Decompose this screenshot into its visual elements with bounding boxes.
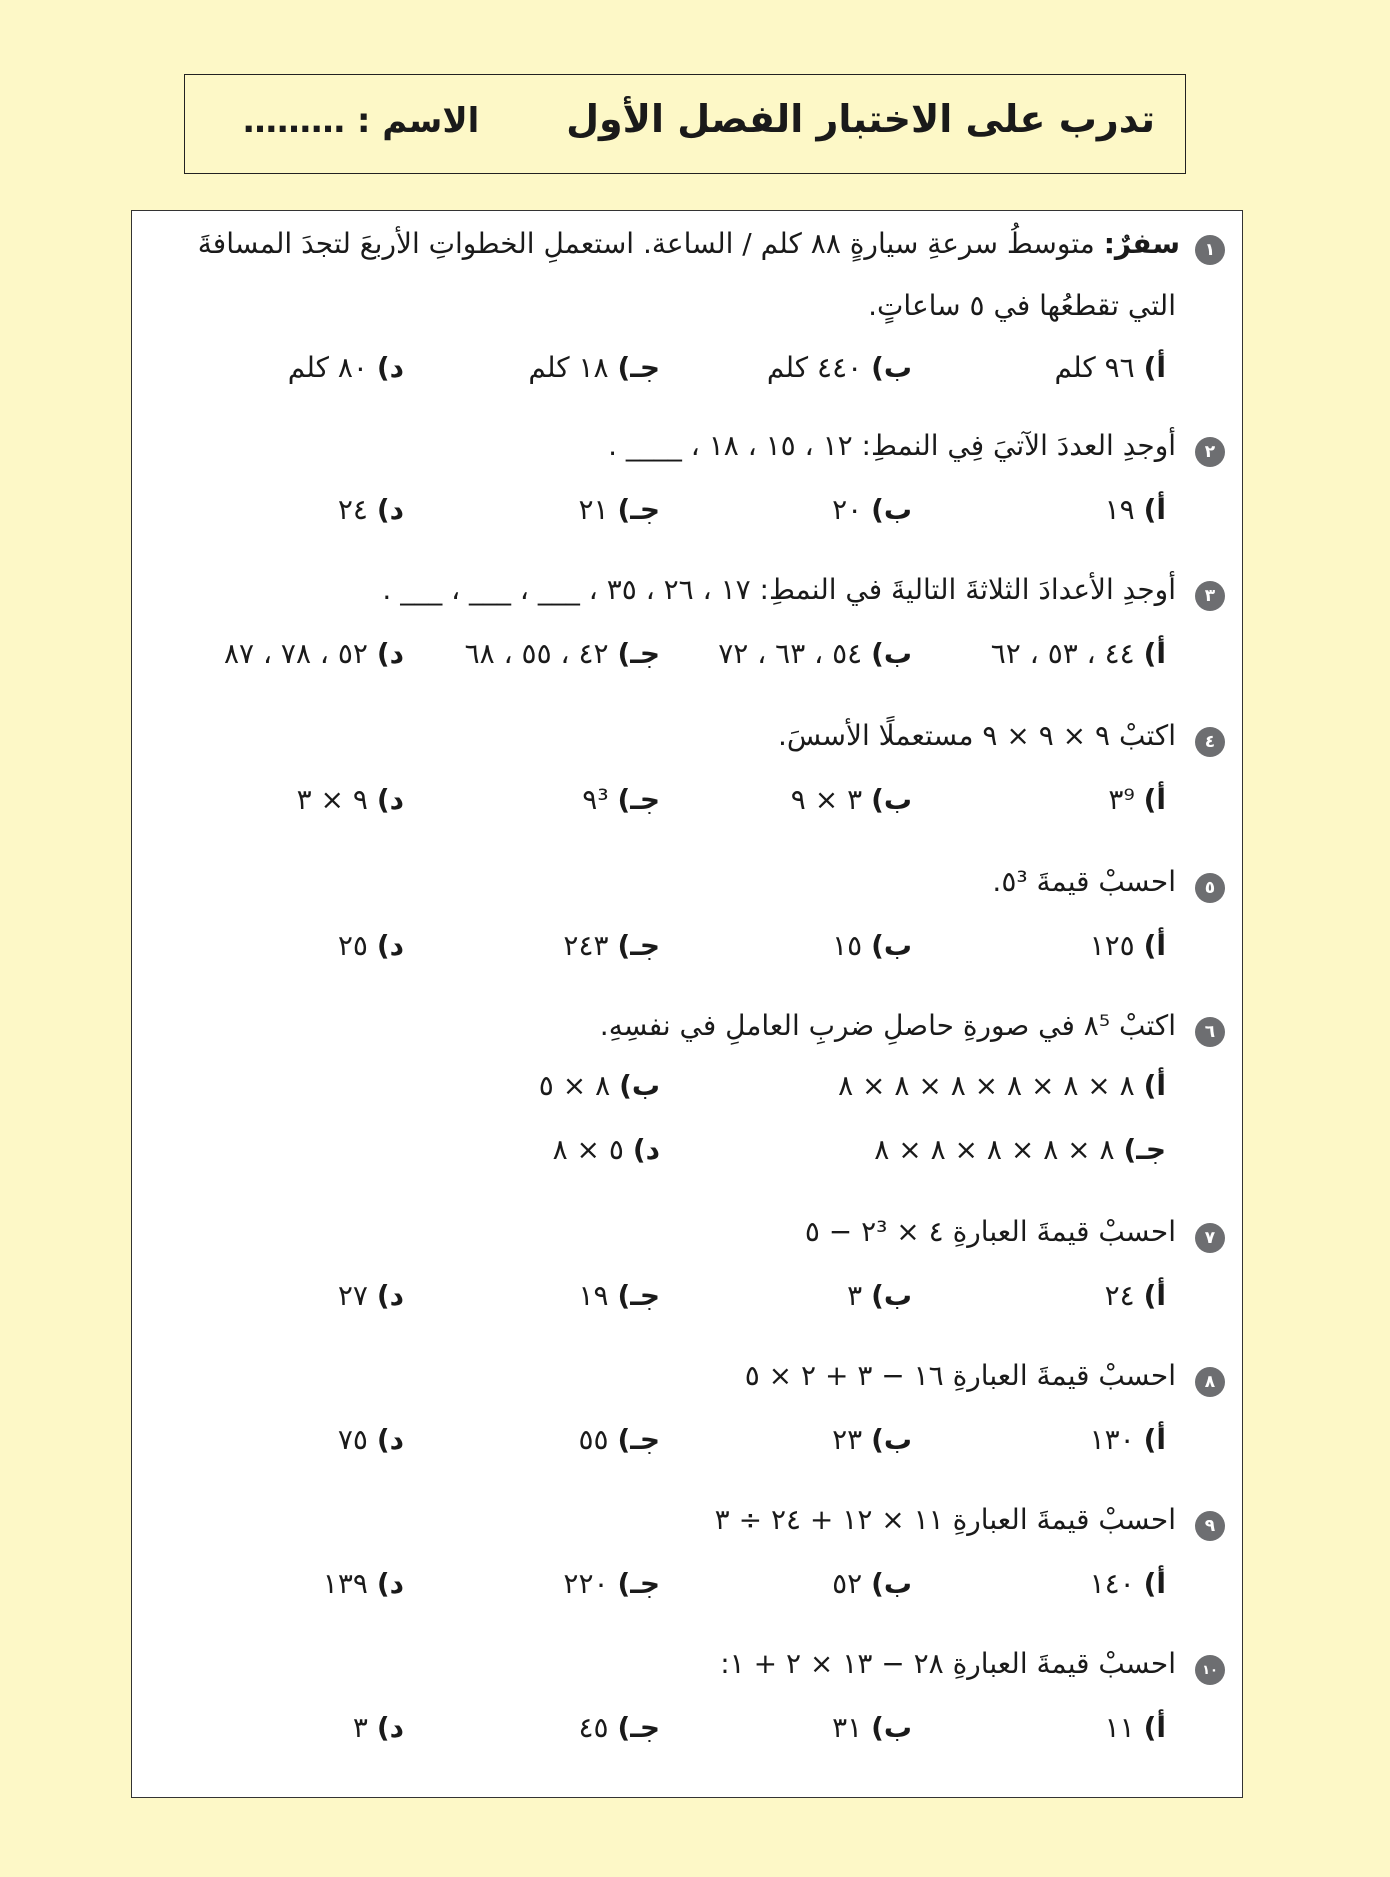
question-10-option-b[interactable]: ب) ٣١	[832, 1711, 912, 1744]
question-1-option-b[interactable]: ب) ٤٤٠ كلم	[766, 351, 912, 384]
question-6-option-c[interactable]: جـ) ٨ × ٨ × ٨ × ٨ × ٨	[874, 1133, 1166, 1166]
question-number-3: ٣	[1195, 581, 1225, 611]
question-6-option-d[interactable]: د) ٥ × ٨	[552, 1133, 660, 1166]
question-8-option-a[interactable]: أ) ١٣٠	[1089, 1423, 1166, 1456]
question-9-option-a[interactable]: أ) ١٤٠	[1089, 1567, 1166, 1600]
page-title: تدرب على الاختبار الفصل الأول	[566, 97, 1155, 141]
question-5-text: احسبْ قيمةَ ٥³.	[992, 865, 1176, 898]
question-3-option-c[interactable]: جـ) ٤٢ ، ٥٥ ، ٦٨	[464, 637, 660, 670]
question-number-7: ٧	[1195, 1223, 1225, 1253]
question-8-option-c[interactable]: جـ) ٥٥	[578, 1423, 660, 1456]
question-number-4: ٤	[1195, 727, 1225, 757]
question-8-text: احسبْ قيمةَ العبارةِ ١٦ − ٣ + ٢ × ٥	[744, 1359, 1176, 1392]
question-4-option-b[interactable]: ب) ٣ × ٩	[790, 783, 912, 816]
question-8-option-d[interactable]: د) ٧٥	[337, 1423, 404, 1456]
question-7-option-a[interactable]: أ) ٢٤	[1104, 1279, 1166, 1312]
question-2-option-b[interactable]: ب) ٢٠	[832, 493, 912, 526]
question-6-option-a[interactable]: أ) ٨ × ٨ × ٨ × ٨ × ٨ × ٨	[838, 1069, 1166, 1102]
question-3-option-b[interactable]: ب) ٥٤ ، ٦٣ ، ٧٢	[718, 637, 912, 670]
question-5-option-d[interactable]: د) ٢٥	[337, 929, 404, 962]
question-9-option-d[interactable]: د) ١٣٩	[322, 1567, 404, 1600]
question-number-6: ٦	[1195, 1017, 1225, 1047]
question-6-text: اكتبْ ٨⁵ في صورةِ حاصلِ ضربِ العاملِ في نفسِهِ.	[599, 1009, 1176, 1042]
question-7-option-c[interactable]: جـ) ١٩	[578, 1279, 660, 1312]
question-number-2: ٢	[1195, 437, 1225, 467]
question-9-option-b[interactable]: ب) ٥٢	[832, 1567, 912, 1600]
question-4-option-a[interactable]: أ) ٣⁹	[1108, 783, 1166, 816]
question-10-option-c[interactable]: جـ) ٤٥	[578, 1711, 660, 1744]
question-2-option-d[interactable]: د) ٢٤	[337, 493, 404, 526]
question-number-9: ٩	[1195, 1511, 1225, 1541]
question-2-text: أوجدِ العددَ الآتيَ فِي النمطِ: ١٢ ، ١٥ ، ١٨ ، ____ .	[608, 429, 1176, 462]
header-box	[184, 74, 1186, 174]
question-number-8: ٨	[1195, 1367, 1225, 1397]
question-4-text: اكتبْ ٩ × ٩ × ٩ مستعملًا الأسسَ.	[777, 719, 1176, 752]
question-4-option-c[interactable]: جـ) ٩³	[582, 783, 660, 816]
question-5-option-b[interactable]: ب) ١٥	[832, 929, 912, 962]
question-7-text: احسبْ قيمةَ العبارةِ ٤ × ٢³ − ٥	[804, 1215, 1176, 1248]
question-3-option-d[interactable]: د) ٥٢ ، ٧٨ ، ٨٧	[224, 637, 404, 670]
question-number-10: ١٠	[1195, 1655, 1225, 1685]
question-6-option-b[interactable]: ب) ٨ × ٥	[538, 1069, 660, 1102]
question-1-line-2: التي تقطعُها في ٥ ساعاتٍ.	[868, 289, 1176, 322]
question-1-option-d[interactable]: د) ٨٠ كلم	[287, 351, 404, 384]
question-9-option-c[interactable]: جـ) ٢٢٠	[563, 1567, 660, 1600]
question-10-text: احسبْ قيمةَ العبارةِ ٢٨ − ١٣ × ٢ + ١:	[720, 1647, 1176, 1680]
question-7-option-d[interactable]: د) ٢٧	[337, 1279, 404, 1312]
question-number-1: ١	[1195, 235, 1225, 265]
question-1-text: متوسطُ سرعةِ سيارةٍ ٨٨ كلم / الساعة. استعملِ الخطواتِ الأربعَ لتجدَ المسافةَ	[197, 227, 1104, 260]
question-8-option-b[interactable]: ب) ٢٣	[832, 1423, 912, 1456]
name-field-label: الاسم : ………	[243, 101, 480, 141]
question-1-option-c[interactable]: جـ) ١٨ كلم	[528, 351, 660, 384]
question-10-option-d[interactable]: د) ٣	[352, 1711, 404, 1744]
question-sheet	[131, 210, 1243, 1798]
question-7-option-b[interactable]: ب) ٣	[847, 1279, 912, 1312]
question-number-5: ٥	[1195, 873, 1225, 903]
question-3-option-a[interactable]: أ) ٤٤ ، ٥٣ ، ٦٢	[990, 637, 1166, 670]
question-2-option-a[interactable]: أ) ١٩	[1104, 493, 1166, 526]
question-3-text: أوجدِ الأعدادَ الثلاثةَ التاليةَ في النمطِ: ١٧ ، ٢٦ ، ٣٥ ، ___ ، ___ ، ___ .	[382, 573, 1176, 606]
question-9-text: احسبْ قيمةَ العبارةِ ١١ × ١٢ + ٢٤ ÷ ٣	[714, 1503, 1176, 1536]
question-1-line-1	[198, 227, 1180, 260]
question-4-option-d[interactable]: د) ٩ × ٣	[296, 783, 404, 816]
question-2-option-c[interactable]: جـ) ٢١	[578, 493, 660, 526]
question-5-option-a[interactable]: أ) ١٢٥	[1089, 929, 1166, 962]
question-5-option-c[interactable]: جـ) ٢٤٣	[563, 929, 660, 962]
question-10-option-a[interactable]: أ) ١١	[1104, 1711, 1166, 1744]
question-1-keyword: سفرٌ:	[1103, 227, 1180, 260]
question-1-option-a[interactable]: أ) ٩٦ كلم	[1054, 351, 1166, 384]
